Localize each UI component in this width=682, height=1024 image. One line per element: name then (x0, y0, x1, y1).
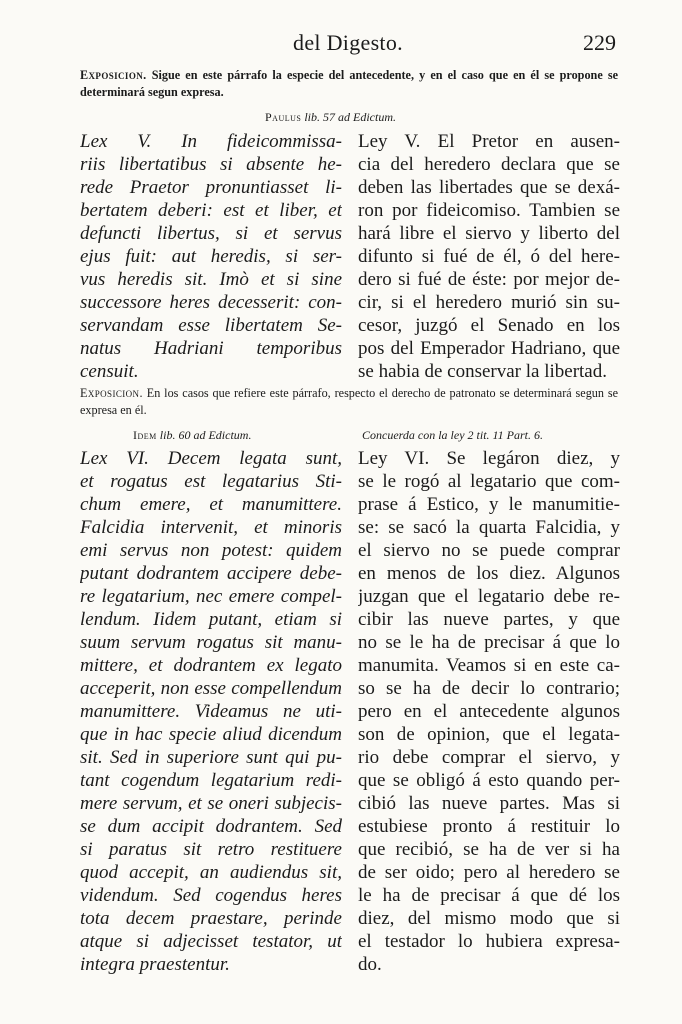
text-line: Ley VI. Se legáron diez, y (358, 448, 620, 469)
text-line: cia del heredero declara que se (358, 154, 620, 175)
text-line: tant cogendum legatarium redi- (80, 770, 342, 791)
text-line: vus heredis sit. Imò et si sine (80, 269, 342, 290)
text-line: el testador lo hubiera expresa- (358, 931, 620, 952)
text-line: manumita. Veamos si en este ca- (358, 655, 620, 676)
text-line: riis libertatibus si absente he- (80, 154, 342, 175)
text-line: servandam esse libertatem Se- (80, 315, 342, 336)
text-line: cir, si el heredero murió sin su- (358, 292, 620, 313)
text-line: mittere, et dodrantem ex legato (80, 655, 342, 676)
text-line: se habia de conservar la libertad. (358, 361, 607, 382)
text-line: estubiese pronto á restituir lo (358, 816, 620, 837)
text-line: de ser oido; pero al heredero se (358, 862, 620, 883)
text-line: no se le ha de precisar á que lo (358, 632, 620, 653)
text-line: manumittere. Videamus ne uti- (80, 701, 342, 722)
text-line: difunto si fué de él, ó del here- (358, 246, 620, 267)
exposicion-note-1 (80, 67, 618, 101)
text-line: so se ha de decir lo contrario; (358, 678, 620, 699)
text-line: pos del Emperador Hadriano, que (358, 338, 620, 359)
text-line: putant dodrantem accipere debe- (80, 563, 342, 584)
running-title: del Digesto. (293, 30, 403, 55)
text-line: prase á Estico, y le manumitie- (358, 494, 620, 515)
text-line: en menos de los diez. Algunos (358, 563, 620, 584)
source-author: Paulus (265, 110, 302, 124)
text-line: deben las libertades que se dexá- (358, 177, 620, 198)
text-line: videndum. Sed cogendus heres (80, 885, 342, 906)
text-line: defuncti libertus, si et servus (80, 223, 342, 244)
text-line: Lex VI. Decem legata sunt, (80, 448, 342, 469)
text-line: son de opinion, que el legata- (358, 724, 620, 745)
text-line: ron por fideicomiso. Tambien se (358, 200, 620, 221)
exposicion-text: Sigue en este párrafo la especie del antecedente, y en el caso que en él se propone se determinará segun expresa. (80, 68, 618, 99)
source-author: Idem (133, 428, 157, 442)
text-line: que in hac specie aliud dicendum (80, 724, 342, 745)
text-line: integra praestentur. (80, 954, 230, 975)
exposicion-note-2 (80, 385, 618, 419)
lex-v-latin-column (80, 130, 342, 383)
text-line: si paratus sit retro restituere (80, 839, 342, 860)
text-line: ejus fuit: aut heredis, si ser- (80, 246, 342, 267)
text-line: acceperit, non esse compellendum (80, 678, 342, 699)
source-rest: lib. 60 ad Edictum. (156, 428, 252, 442)
text-line: le ha de precisar á que dé los (358, 885, 620, 906)
concordance-citation: Concuerda con la ley 2 tit. 11 Part. 6. (362, 428, 543, 442)
text-line: mere servum, et se oneri subjecis- (80, 793, 342, 814)
text-line: cesor, juzgó el Senado en los (358, 315, 620, 336)
text-line: successore heres decesserit: con- (80, 292, 342, 313)
text-line: que se obligó á esto quando per- (358, 770, 620, 791)
source-citation-paulus (265, 110, 396, 125)
text-line: chum emere, et manumittere. (80, 494, 342, 515)
text-line: et rogatus est legatarius Sti- (80, 471, 342, 492)
text-line: dero si fué de éste: por mejor de- (358, 269, 620, 290)
text-line: censuit. (80, 361, 139, 382)
text-line: Lex V. In fideicommissa- (80, 131, 342, 152)
ley-v-spanish-column (358, 130, 620, 383)
text-line: se dum accipit dodrantem. Sed (80, 816, 342, 837)
page-number: 229 (583, 30, 616, 55)
text-line: Falcidia intervenit, et minoris (80, 517, 342, 538)
text-line: cibir las nueve partes, y que (358, 609, 620, 630)
exposicion-lead: Exposicion. (80, 386, 143, 400)
text-line: tota decem praestare, perinde (80, 908, 342, 929)
text-line: re legatarium, nec emere compel- (80, 586, 342, 607)
text-line: cibió las nueve partes. Mas si (358, 793, 620, 814)
exposicion-text: En los casos que refiere este párrafo, respecto el derecho de patronato se determinará segun se expresa en él. (80, 386, 618, 417)
source-rest: lib. 57 ad Edictum. (301, 110, 397, 124)
text-line: emi servus non potest: quidem (80, 540, 342, 561)
ley-vi-spanish-column (358, 447, 620, 976)
lex-vi-latin-column (80, 447, 342, 976)
text-line: Ley V. El Pretor en ausen- (358, 131, 620, 152)
text-line: se le rogó al legatario que com- (358, 471, 620, 492)
text-line: bertatem deberi: est et liber, et (80, 200, 342, 221)
text-line: natus Hadriani temporibus (80, 338, 342, 359)
text-line: rio debe comprar el siervo, y (358, 747, 620, 768)
text-line: do. (358, 954, 382, 975)
source-citation-idem (133, 428, 251, 443)
text-line: que recibió, se ha de ver si ha (358, 839, 620, 860)
text-line: quod accepit, an audiendus sit, (80, 862, 342, 883)
text-line: lendum. Iidem putant, etiam si (80, 609, 342, 630)
text-line: atque si adjecisset testator, ut (80, 931, 342, 952)
text-line: juzgan que el legatario debe re- (358, 586, 620, 607)
running-head (80, 30, 616, 64)
text-line: pero en el antecedente algunos (358, 701, 620, 722)
text-line: diez, del mismo modo que si (358, 908, 620, 929)
text-line: suum servum rogatus sit manu- (80, 632, 342, 653)
text-line: hará libre el siervo y liberto del (358, 223, 620, 244)
exposicion-lead: Exposicion. (80, 68, 147, 82)
text-line: rede Praetor pronuntiasset li- (80, 177, 342, 198)
text-line: el siervo no se puede comprar (358, 540, 620, 561)
text-line: se: se sacó la quarta Falcidia, y (358, 517, 620, 538)
text-line: sit. Sed in superiore sunt qui pu- (80, 747, 342, 768)
